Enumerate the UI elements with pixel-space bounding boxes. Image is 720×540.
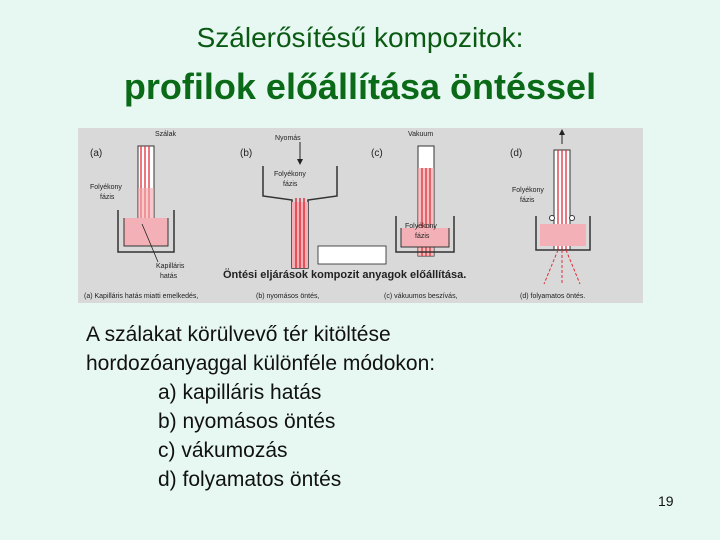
label-folyekony-b: Folyékony	[274, 171, 306, 178]
list-item: b) nyomásos öntés	[158, 410, 336, 433]
label-szalak: Szálak	[155, 131, 177, 138]
list-item: d) folyamatos öntés	[158, 468, 342, 491]
figure-caption: Öntési eljárások kompozit anyagok előállítása.	[223, 269, 467, 281]
label-vakuum: Vakuum	[408, 131, 434, 138]
label-folyekony-a: Folyékony	[90, 184, 122, 191]
panel-label-a: (a)	[90, 148, 103, 159]
label-fazis-c: fázis	[415, 233, 430, 240]
slide-title: profilok előállítása öntéssel	[123, 66, 597, 107]
panel-label-c: (c)	[371, 148, 383, 159]
intro-line: A szálakat körülvevő tér kitöltése	[86, 323, 391, 346]
casting-figure	[78, 128, 643, 303]
label-nyomas: Nyomás	[275, 135, 301, 142]
intro-line: hordozóanyaggal különféle módokon:	[86, 352, 436, 375]
legend-d: (d) folyamatos öntés.	[520, 293, 586, 300]
list-item: c) vákumozás	[158, 439, 288, 462]
label-fazis-b: fázis	[283, 181, 298, 188]
label-hatas: hatás	[160, 273, 178, 280]
legend-b: (b) nyomásos öntés,	[256, 293, 320, 300]
page-number: 19	[658, 493, 674, 509]
casting-diagram	[78, 128, 643, 303]
label-folyekony-c: Folyékony	[405, 223, 437, 230]
legend-a: (a) Kapilláris hatás miatti emelkedés,	[84, 293, 199, 300]
slide-subtitle: Szálerősítésű kompozitok:	[196, 22, 524, 53]
label-fazis-a: fázis	[100, 194, 115, 201]
list-item: a) kapilláris hatás	[158, 381, 322, 404]
label-fazis-d: fázis	[520, 197, 535, 204]
panel-label-d: (d)	[510, 148, 523, 159]
panel-d-continuous	[512, 132, 590, 284]
panel-label-b: (b)	[240, 148, 253, 159]
blank-caption-box	[318, 246, 386, 264]
panel-a-capillary	[90, 131, 185, 280]
label-folyekony-d: Folyékony	[512, 187, 544, 194]
panel-c-vacuum	[396, 131, 454, 256]
legend-c: (c) vákuumos beszívás,	[384, 293, 458, 300]
body-text	[86, 320, 646, 494]
label-kapillaris: Kapilláris	[156, 263, 185, 270]
